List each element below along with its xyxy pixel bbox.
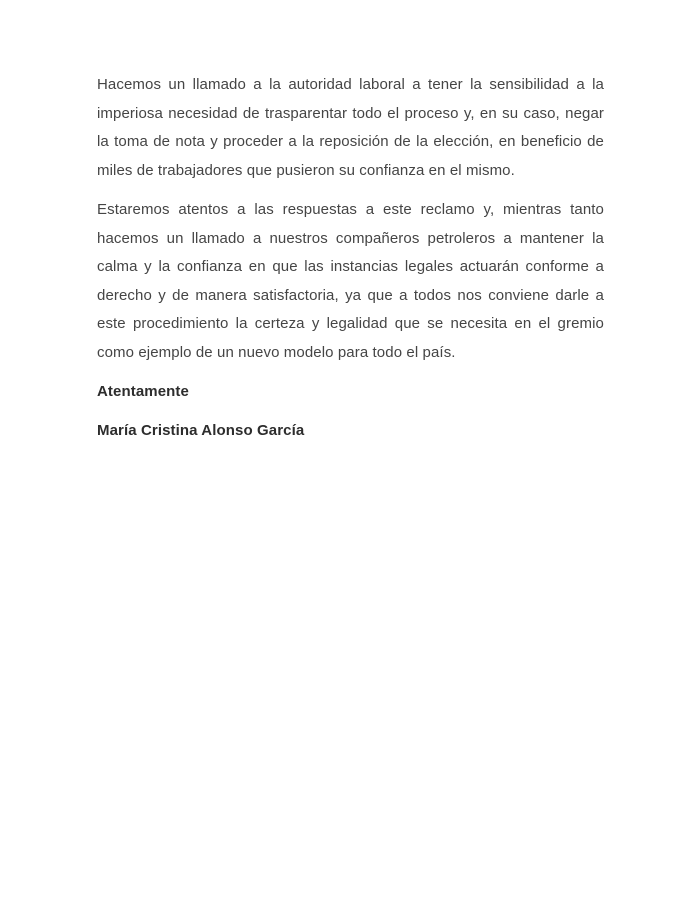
- signature-line: María Cristina Alonso García: [97, 421, 305, 439]
- body-paragraph-1: Hacemos un llamado a la autoridad laboral a tener la sensibilidad a la imperiosa necesidad de trasparentar todo el proceso y, en su caso, negar la toma de nota y proceder a la reposición de la elección, en beneficio de miles de trabajadores que pusieron su confianza en el mismo.: [97, 76, 604, 179]
- closing-line: Atentamente: [97, 383, 189, 400]
- document-body: [97, 71, 604, 455]
- body-paragraph-2: Estaremos atentos a las respuestas a este reclamo y, mientras tanto hacemos un llamado a nuestros compañeros petroleros a mantener la calma y la confianza en que las instancias legales actuarán conforme a derecho y de manera satisfactoria, ya que a todos nos conviene darle a este procedimiento la certeza y legalidad que se necesita en el gremio como ejemplo de un nuevo modelo para todo el país.: [97, 201, 604, 361]
